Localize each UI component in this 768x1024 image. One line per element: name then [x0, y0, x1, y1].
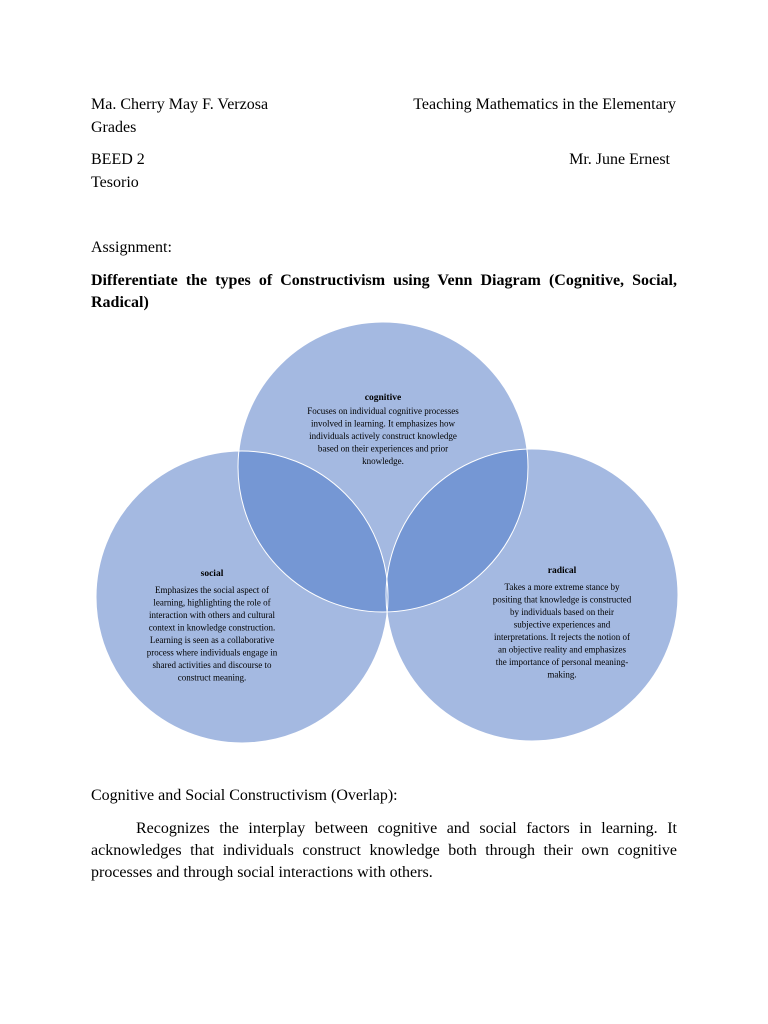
radical-line: subjective experiences and	[513, 619, 611, 630]
cognitive-line: involved in learning. It emphasizes how	[311, 418, 455, 429]
cognitive-line: knowledge.	[362, 456, 404, 466]
radical-label: radical	[547, 566, 577, 576]
author-name: Ma. Cherry May F. Verzosa	[91, 96, 269, 113]
cognitive-line: individuals actively construct knowledge	[309, 431, 457, 441]
course-title: Teaching Mathematics in the Elementary	[413, 96, 676, 113]
social-line: shared activities and discourse to	[152, 660, 272, 670]
radical-line: positing that knowledge is constructed	[492, 594, 632, 605]
radical-line: interpretations. It rejects the notion of	[494, 632, 630, 642]
cognitive-label: cognitive	[364, 393, 402, 403]
cognitive-line: based on their experiences and prior	[317, 443, 449, 454]
cognitive-line: Focuses on individual cognitive processes	[307, 406, 459, 416]
course-title-continued: Grades	[91, 119, 137, 136]
overlap-heading: Cognitive and Social Constructivism (Overlap):	[91, 787, 398, 804]
radical-line: making.	[547, 669, 577, 680]
radical-line: an objective reality and emphasizes	[498, 644, 626, 655]
social-line: interaction with others and cultural	[149, 610, 275, 620]
social-line: learning, highlighting the role of	[153, 597, 271, 608]
radical-line: the importance of personal meaning-	[495, 657, 629, 667]
social-line: construct meaning.	[177, 672, 247, 683]
assignment-title: Differentiate the types of Constructivism using Venn Diagram (Cognitive, Social, Radical)	[91, 272, 677, 311]
overlap-paragraph: Recognizes the interplay between cognitive and social factors in learning. It acknowledges that individuals construct knowledge both through their own cognitive processes and through social interactions with others.	[91, 820, 677, 881]
social-line: Learning is seen as a collaborative	[149, 635, 275, 645]
social-line: context in knowledge construction.	[148, 622, 276, 633]
radical-line: Takes a more extreme stance by	[504, 582, 620, 592]
assignment-label: Assignment:	[91, 239, 172, 256]
program-label: BEED 2	[91, 151, 145, 168]
social-label: social	[200, 569, 224, 579]
radical-line: by individuals based on their	[510, 607, 614, 617]
instructor-name-continued: Tesorio	[91, 174, 139, 191]
instructor-name: Mr. June Ernest	[569, 151, 670, 168]
social-line: process where individuals engage in	[146, 647, 278, 658]
social-line: Emphasizes the social aspect of	[155, 585, 269, 595]
